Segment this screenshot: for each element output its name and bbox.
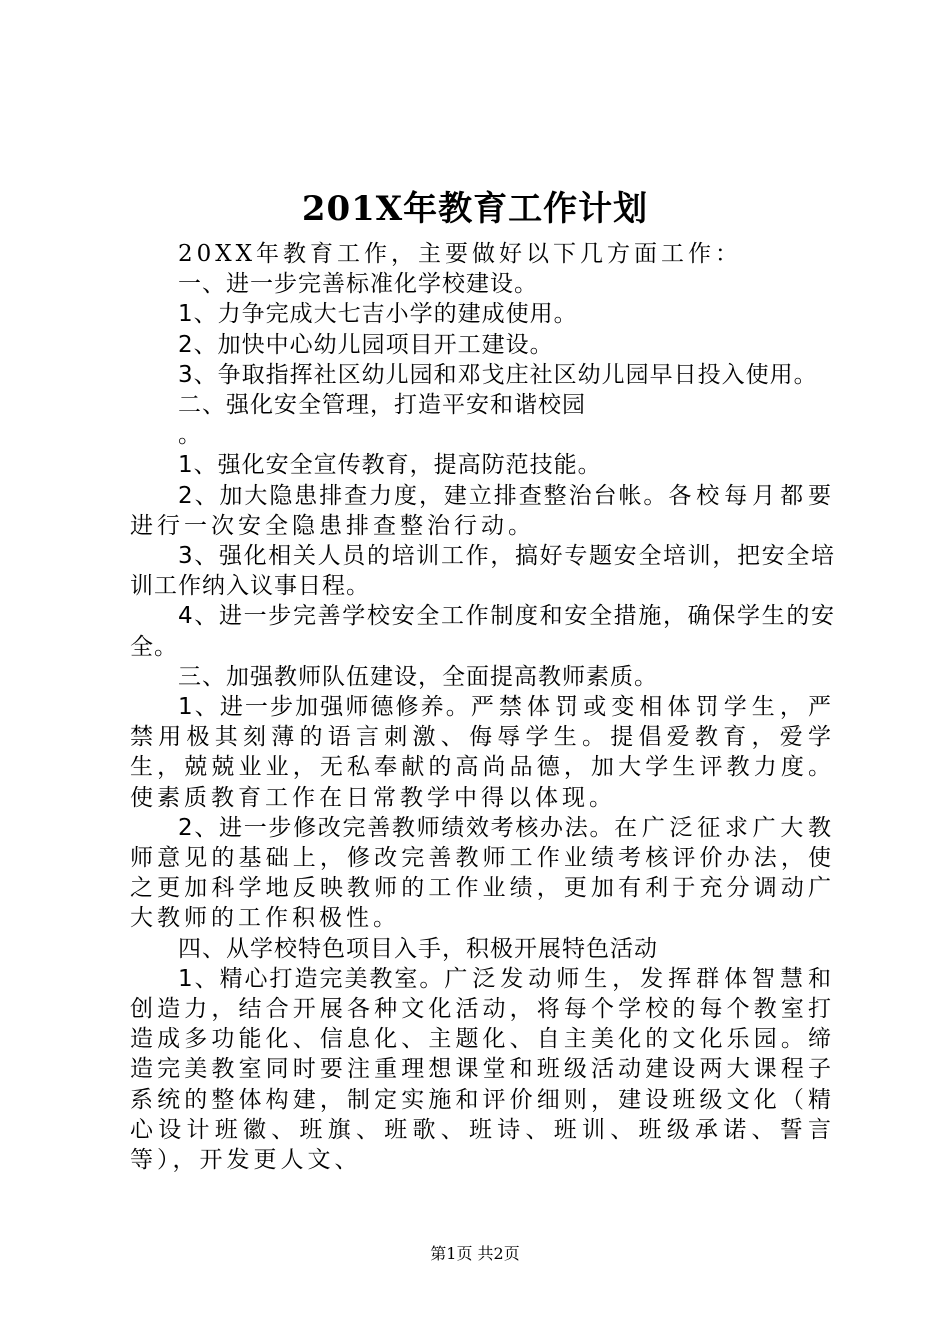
section2-item-2-lead: 2、加大隐患排查力度，建立排查整治台帐。	[178, 482, 669, 509]
document-body	[130, 239, 835, 1175]
section3-item-1-lead: 1、进一步加强师德修养。	[178, 694, 471, 721]
section4-item-1-rest: 广泛发动师生，发挥群体智慧和创造力，结合开展各种文化活动，将每个学校的每个教室打造成多功能化、信息化、主题化、自主美化的文化乐园。缔造完美教室同时要注重理想课堂和班级活动建设两大课程子系统的整体构建，制定实施和评价细则，建设班级文化（精心设计班徽、班旗、班歌、班诗、班训、班级承诺、誓言等），开发更人文、	[130, 965, 835, 1174]
section4-heading: 四、从学校特色项目入手，积极开展特色活动	[178, 935, 658, 962]
section1-heading: 一、进一步完善标准化学校建设。	[178, 271, 538, 298]
section3-item-1	[130, 692, 835, 813]
document-title: 201X年教育工作计划	[301, 189, 649, 229]
section1-item-3: 3、争取指挥社区幼儿园和邓戈庄社区幼儿园早日投入使用。	[178, 361, 818, 388]
section3-heading: 三、加强教师队伍建设，全面提高教师素质。	[178, 663, 658, 690]
section2-item-1: 1、强化安全宣传教育，提高防范技能。	[178, 452, 602, 479]
section2-item-2	[130, 481, 835, 541]
section4-item-1-lead: 1、精心打造完美教室。	[178, 965, 445, 992]
section4-item-1	[130, 964, 835, 1175]
section3-item-2-rest: 在广泛征求广大教师意见的基础上，修改完善教师工作业绩考核评价办法，使之更加科学地反映教师的工作业绩，更加有利于充分调动广大教师的工作积极性。	[130, 814, 836, 932]
section3-item-1-rest: 严禁体罚或变相体罚学生，严禁用极其刻薄的语言刺激、侮辱学生。提倡爱教育，爱学生，兢兢业业，无私奉献的高尚品德，加大学生评教力度。使素质教育工作在日常教学中得以体现。	[130, 694, 836, 811]
section2-item-4: 4、进一步完善学校安全工作制度和安全措施，确保学生的安全。	[130, 603, 835, 660]
section3-item-2-lead: 2、进一步修改完善教师绩效考核办法。	[178, 814, 615, 841]
page-footer: 第1页 共2页	[430, 1244, 520, 1263]
section2-heading: 二、强化安全管理，打造平安和谐校园	[178, 392, 586, 419]
section2-item-3: 3、强化相关人员的培训工作，搞好专题安全培训，把安全培训工作纳入议事日程。	[130, 543, 835, 600]
section1-item-1: 1、力争完成大七吉小学的建成使用。	[178, 301, 578, 328]
section2-item-2-rest: 各校每月都要进行一次安全隐患排查整治行动。	[130, 482, 836, 539]
section3-item-2	[130, 813, 835, 934]
section2-heading-tail: 。	[178, 422, 202, 449]
section1-item-2: 2、加快中心幼儿园项目开工建设。	[178, 331, 554, 358]
intro-paragraph: 20XX年教育工作，主要做好以下几方面工作：	[178, 241, 743, 267]
